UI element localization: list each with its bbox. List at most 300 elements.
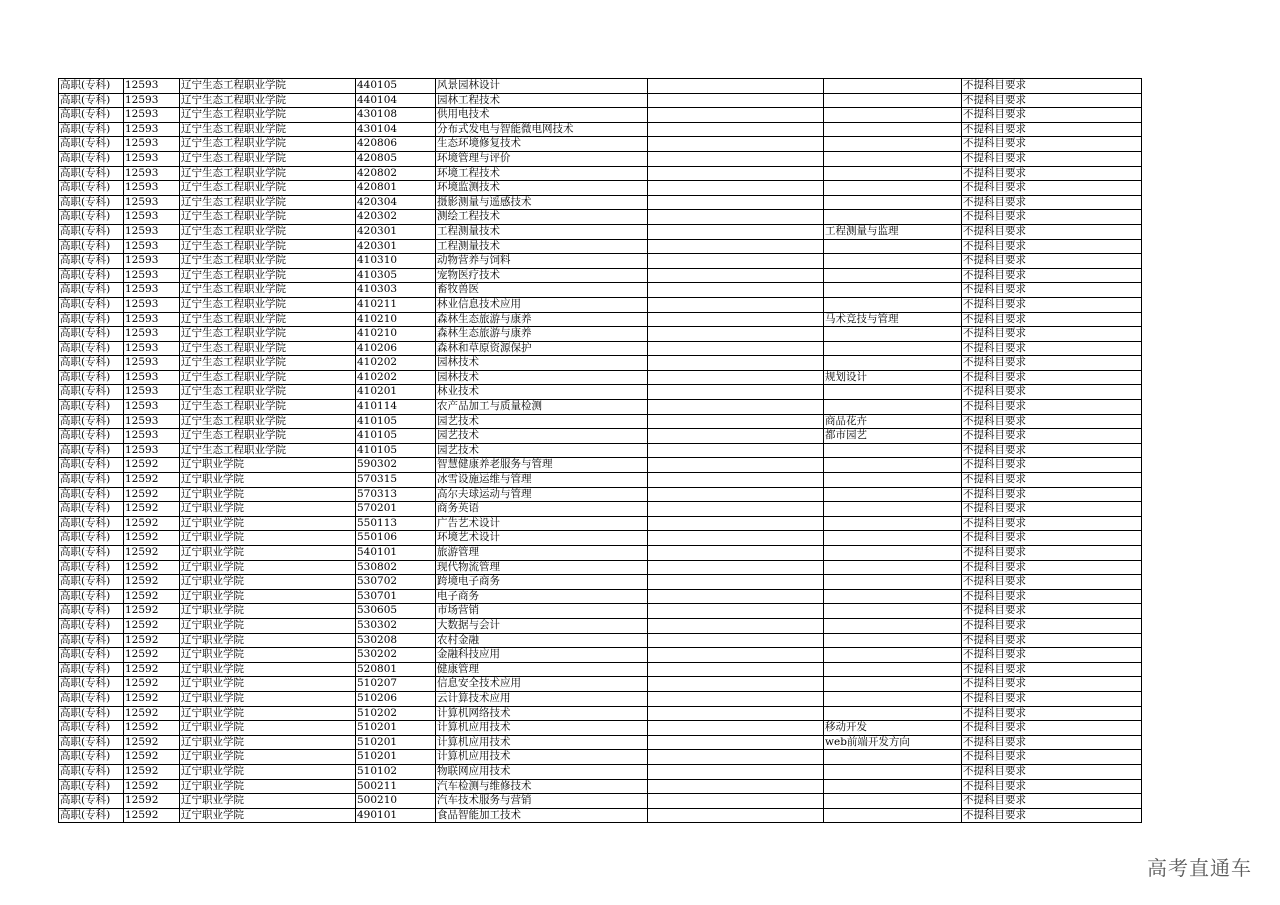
school-name-cell: 辽宁生态工程职业学院 <box>180 166 356 181</box>
level-cell: 高职(专科) <box>59 735 124 750</box>
direction-cell <box>824 210 962 225</box>
major-name-cell: 农产品加工与质量检测 <box>436 400 648 415</box>
major-code-cell: 510102 <box>356 764 436 779</box>
subject-requirement-cell: 不提科目要求 <box>962 356 1142 371</box>
major-code-cell: 410210 <box>356 312 436 327</box>
level-cell: 高职(专科) <box>59 166 124 181</box>
direction-cell <box>824 473 962 488</box>
level-cell: 高职(专科) <box>59 370 124 385</box>
major-code-cell: 430108 <box>356 108 436 123</box>
school-code-cell: 12593 <box>124 341 180 356</box>
school-code-cell: 12593 <box>124 122 180 137</box>
table-row <box>59 239 1142 254</box>
level-cell: 高职(专科) <box>59 706 124 721</box>
direction-cell <box>824 356 962 371</box>
direction-cell <box>824 706 962 721</box>
school-name-cell: 辽宁生态工程职业学院 <box>180 93 356 108</box>
subject-requirement-cell: 不提科目要求 <box>962 531 1142 546</box>
level-cell: 高职(专科) <box>59 502 124 517</box>
note-cell <box>648 589 824 604</box>
table-row <box>59 108 1142 123</box>
table-row <box>59 210 1142 225</box>
table-row <box>59 764 1142 779</box>
subject-requirement-cell: 不提科目要求 <box>962 166 1142 181</box>
major-code-cell: 570315 <box>356 473 436 488</box>
school-code-cell: 12592 <box>124 618 180 633</box>
school-name-cell: 辽宁职业学院 <box>180 531 356 546</box>
table-row <box>59 268 1142 283</box>
school-code-cell: 12593 <box>124 108 180 123</box>
level-cell: 高职(专科) <box>59 516 124 531</box>
note-cell <box>648 691 824 706</box>
direction-cell <box>824 122 962 137</box>
major-code-cell: 410201 <box>356 385 436 400</box>
school-code-cell: 12592 <box>124 604 180 619</box>
school-name-cell: 辽宁生态工程职业学院 <box>180 239 356 254</box>
direction-cell <box>824 546 962 561</box>
table-row <box>59 414 1142 429</box>
table-row <box>59 370 1142 385</box>
school-name-cell: 辽宁职业学院 <box>180 516 356 531</box>
major-name-cell: 食品智能加工技术 <box>436 808 648 823</box>
school-name-cell: 辽宁职业学院 <box>180 764 356 779</box>
level-cell: 高职(专科) <box>59 195 124 210</box>
direction-cell <box>824 677 962 692</box>
school-code-cell: 12593 <box>124 224 180 239</box>
major-code-cell: 550106 <box>356 531 436 546</box>
note-cell <box>648 794 824 809</box>
major-name-cell: 云计算技术应用 <box>436 691 648 706</box>
major-name-cell: 计算机网络技术 <box>436 706 648 721</box>
subject-requirement-cell: 不提科目要求 <box>962 677 1142 692</box>
direction-cell <box>824 297 962 312</box>
major-code-cell: 510201 <box>356 750 436 765</box>
table-row <box>59 721 1142 736</box>
note-cell <box>648 400 824 415</box>
school-code-cell: 12593 <box>124 327 180 342</box>
major-code-cell: 420806 <box>356 137 436 152</box>
major-code-cell: 530202 <box>356 648 436 663</box>
school-name-cell: 辽宁职业学院 <box>180 779 356 794</box>
level-cell: 高职(专科) <box>59 79 124 94</box>
school-code-cell: 12593 <box>124 195 180 210</box>
school-code-cell: 12593 <box>124 443 180 458</box>
school-name-cell: 辽宁职业学院 <box>180 487 356 502</box>
major-name-cell: 计算机应用技术 <box>436 721 648 736</box>
direction-cell <box>824 181 962 196</box>
table-row <box>59 254 1142 269</box>
school-name-cell: 辽宁生态工程职业学院 <box>180 312 356 327</box>
level-cell: 高职(专科) <box>59 210 124 225</box>
direction-cell <box>824 400 962 415</box>
note-cell <box>648 546 824 561</box>
table-row <box>59 502 1142 517</box>
direction-cell <box>824 633 962 648</box>
major-name-cell: 分布式发电与智能微电网技术 <box>436 122 648 137</box>
direction-cell: 马术竞技与管理 <box>824 312 962 327</box>
subject-requirement-cell: 不提科目要求 <box>962 122 1142 137</box>
level-cell: 高职(专科) <box>59 531 124 546</box>
major-name-cell: 园林技术 <box>436 370 648 385</box>
school-code-cell: 12592 <box>124 808 180 823</box>
note-cell <box>648 721 824 736</box>
note-cell <box>648 166 824 181</box>
direction-cell <box>824 779 962 794</box>
major-code-cell: 500210 <box>356 794 436 809</box>
direction-cell <box>824 254 962 269</box>
level-cell: 高职(专科) <box>59 400 124 415</box>
subject-requirement-cell: 不提科目要求 <box>962 312 1142 327</box>
table-row <box>59 195 1142 210</box>
major-code-cell: 420802 <box>356 166 436 181</box>
school-name-cell: 辽宁职业学院 <box>180 589 356 604</box>
subject-requirement-cell: 不提科目要求 <box>962 750 1142 765</box>
major-code-cell: 410202 <box>356 370 436 385</box>
note-cell <box>648 750 824 765</box>
school-name-cell: 辽宁生态工程职业学院 <box>180 327 356 342</box>
major-code-cell: 410114 <box>356 400 436 415</box>
note-cell <box>648 224 824 239</box>
major-name-cell: 摄影测量与遥感技术 <box>436 195 648 210</box>
major-name-cell: 汽车检测与维修技术 <box>436 779 648 794</box>
school-code-cell: 12593 <box>124 312 180 327</box>
school-name-cell: 辽宁职业学院 <box>180 691 356 706</box>
subject-requirement-cell: 不提科目要求 <box>962 385 1142 400</box>
note-cell <box>648 502 824 517</box>
level-cell: 高职(专科) <box>59 473 124 488</box>
major-code-cell: 530802 <box>356 560 436 575</box>
major-name-cell: 动物营养与饲料 <box>436 254 648 269</box>
major-code-cell: 410105 <box>356 429 436 444</box>
level-cell: 高职(专科) <box>59 341 124 356</box>
subject-requirement-cell: 不提科目要求 <box>962 429 1142 444</box>
level-cell: 高职(专科) <box>59 108 124 123</box>
level-cell: 高职(专科) <box>59 297 124 312</box>
school-code-cell: 12593 <box>124 414 180 429</box>
school-name-cell: 辽宁生态工程职业学院 <box>180 414 356 429</box>
major-code-cell: 410105 <box>356 443 436 458</box>
subject-requirement-cell: 不提科目要求 <box>962 560 1142 575</box>
subject-requirement-cell: 不提科目要求 <box>962 794 1142 809</box>
table-row <box>59 312 1142 327</box>
subject-requirement-cell: 不提科目要求 <box>962 502 1142 517</box>
direction-cell <box>824 808 962 823</box>
note-cell <box>648 137 824 152</box>
subject-requirement-cell: 不提科目要求 <box>962 195 1142 210</box>
note-cell <box>648 341 824 356</box>
school-name-cell: 辽宁职业学院 <box>180 546 356 561</box>
direction-cell <box>824 589 962 604</box>
major-name-cell: 市场营销 <box>436 604 648 619</box>
table-row <box>59 531 1142 546</box>
major-code-cell: 420302 <box>356 210 436 225</box>
school-code-cell: 12592 <box>124 575 180 590</box>
school-code-cell: 12593 <box>124 400 180 415</box>
major-name-cell: 测绘工程技术 <box>436 210 648 225</box>
school-code-cell: 12592 <box>124 677 180 692</box>
school-name-cell: 辽宁生态工程职业学院 <box>180 283 356 298</box>
direction-cell <box>824 531 962 546</box>
note-cell <box>648 575 824 590</box>
school-name-cell: 辽宁职业学院 <box>180 648 356 663</box>
major-code-cell: 520801 <box>356 662 436 677</box>
subject-requirement-cell: 不提科目要求 <box>962 283 1142 298</box>
school-name-cell: 辽宁职业学院 <box>180 458 356 473</box>
school-code-cell: 12592 <box>124 648 180 663</box>
table-row <box>59 648 1142 663</box>
table-row <box>59 79 1142 94</box>
level-cell: 高职(专科) <box>59 429 124 444</box>
table-row <box>59 327 1142 342</box>
level-cell: 高职(专科) <box>59 546 124 561</box>
direction-cell <box>824 268 962 283</box>
watermark-logo: 高考直通车 <box>1147 856 1252 880</box>
note-cell <box>648 254 824 269</box>
school-code-cell: 12592 <box>124 516 180 531</box>
school-name-cell: 辽宁生态工程职业学院 <box>180 443 356 458</box>
major-code-cell: 500211 <box>356 779 436 794</box>
subject-requirement-cell: 不提科目要求 <box>962 764 1142 779</box>
direction-cell <box>824 560 962 575</box>
table-row <box>59 385 1142 400</box>
major-name-cell: 旅游管理 <box>436 546 648 561</box>
table-row <box>59 516 1142 531</box>
school-name-cell: 辽宁生态工程职业学院 <box>180 429 356 444</box>
note-cell <box>648 764 824 779</box>
subject-requirement-cell: 不提科目要求 <box>962 735 1142 750</box>
table-row <box>59 735 1142 750</box>
school-name-cell: 辽宁职业学院 <box>180 794 356 809</box>
note-cell <box>648 458 824 473</box>
direction-cell <box>824 385 962 400</box>
subject-requirement-cell: 不提科目要求 <box>962 721 1142 736</box>
school-code-cell: 12592 <box>124 721 180 736</box>
major-name-cell: 金融科技应用 <box>436 648 648 663</box>
major-code-cell: 410105 <box>356 414 436 429</box>
note-cell <box>648 370 824 385</box>
note-cell <box>648 662 824 677</box>
table-row <box>59 808 1142 823</box>
subject-requirement-cell: 不提科目要求 <box>962 79 1142 94</box>
note-cell <box>648 181 824 196</box>
subject-requirement-cell: 不提科目要求 <box>962 181 1142 196</box>
table-row <box>59 473 1142 488</box>
note-cell <box>648 735 824 750</box>
major-name-cell: 电子商务 <box>436 589 648 604</box>
note-cell <box>648 414 824 429</box>
major-code-cell: 510207 <box>356 677 436 692</box>
major-name-cell: 工程测量技术 <box>436 239 648 254</box>
major-code-cell: 410303 <box>356 283 436 298</box>
note-cell <box>648 195 824 210</box>
major-name-cell: 工程测量技术 <box>436 224 648 239</box>
subject-requirement-cell: 不提科目要求 <box>962 589 1142 604</box>
school-code-cell: 12593 <box>124 137 180 152</box>
direction-cell: 规划设计 <box>824 370 962 385</box>
direction-cell <box>824 195 962 210</box>
school-name-cell: 辽宁生态工程职业学院 <box>180 224 356 239</box>
major-name-cell: 商务英语 <box>436 502 648 517</box>
major-code-cell: 410202 <box>356 356 436 371</box>
note-cell <box>648 79 824 94</box>
direction-cell <box>824 516 962 531</box>
level-cell: 高职(专科) <box>59 181 124 196</box>
note-cell <box>648 618 824 633</box>
note-cell <box>648 283 824 298</box>
subject-requirement-cell: 不提科目要求 <box>962 93 1142 108</box>
note-cell <box>648 487 824 502</box>
major-code-cell: 420301 <box>356 224 436 239</box>
major-name-cell: 森林生态旅游与康养 <box>436 312 648 327</box>
direction-cell <box>824 575 962 590</box>
subject-requirement-cell: 不提科目要求 <box>962 575 1142 590</box>
direction-cell: 商品花卉 <box>824 414 962 429</box>
school-code-cell: 12592 <box>124 502 180 517</box>
school-name-cell: 辽宁职业学院 <box>180 662 356 677</box>
table-row <box>59 691 1142 706</box>
subject-requirement-cell: 不提科目要求 <box>962 341 1142 356</box>
school-code-cell: 12593 <box>124 239 180 254</box>
major-code-cell: 530702 <box>356 575 436 590</box>
subject-requirement-cell: 不提科目要求 <box>962 254 1142 269</box>
school-code-cell: 12592 <box>124 764 180 779</box>
level-cell: 高职(专科) <box>59 254 124 269</box>
subject-requirement-cell: 不提科目要求 <box>962 691 1142 706</box>
subject-requirement-cell: 不提科目要求 <box>962 224 1142 239</box>
direction-cell: 都市园艺 <box>824 429 962 444</box>
level-cell: 高职(专科) <box>59 312 124 327</box>
table-row <box>59 794 1142 809</box>
direction-cell <box>824 764 962 779</box>
note-cell <box>648 122 824 137</box>
school-code-cell: 12593 <box>124 283 180 298</box>
note-cell <box>648 560 824 575</box>
note-cell <box>648 385 824 400</box>
major-code-cell: 570313 <box>356 487 436 502</box>
note-cell <box>648 677 824 692</box>
school-name-cell: 辽宁职业学院 <box>180 633 356 648</box>
subject-requirement-cell: 不提科目要求 <box>962 706 1142 721</box>
direction-cell <box>824 151 962 166</box>
school-name-cell: 辽宁生态工程职业学院 <box>180 356 356 371</box>
major-code-cell: 440104 <box>356 93 436 108</box>
major-name-cell: 供用电技术 <box>436 108 648 123</box>
subject-requirement-cell: 不提科目要求 <box>962 268 1142 283</box>
note-cell <box>648 429 824 444</box>
level-cell: 高职(专科) <box>59 691 124 706</box>
school-code-cell: 12592 <box>124 473 180 488</box>
note-cell <box>648 108 824 123</box>
note-cell <box>648 93 824 108</box>
note-cell <box>648 808 824 823</box>
major-name-cell: 环境监测技术 <box>436 181 648 196</box>
major-name-cell: 森林生态旅游与康养 <box>436 327 648 342</box>
school-code-cell: 12593 <box>124 356 180 371</box>
school-code-cell: 12592 <box>124 531 180 546</box>
level-cell: 高职(专科) <box>59 721 124 736</box>
school-code-cell: 12592 <box>124 750 180 765</box>
table-row <box>59 151 1142 166</box>
major-name-cell: 宠物医疗技术 <box>436 268 648 283</box>
level-cell: 高职(专科) <box>59 662 124 677</box>
level-cell: 高职(专科) <box>59 750 124 765</box>
major-name-cell: 园艺技术 <box>436 414 648 429</box>
note-cell <box>648 210 824 225</box>
table-row <box>59 589 1142 604</box>
table-row <box>59 706 1142 721</box>
note-cell <box>648 706 824 721</box>
level-cell: 高职(专科) <box>59 604 124 619</box>
direction-cell <box>824 604 962 619</box>
direction-cell: 移动开发 <box>824 721 962 736</box>
subject-requirement-cell: 不提科目要求 <box>962 546 1142 561</box>
level-cell: 高职(专科) <box>59 618 124 633</box>
school-code-cell: 12592 <box>124 794 180 809</box>
school-code-cell: 12593 <box>124 181 180 196</box>
direction-cell <box>824 750 962 765</box>
major-code-cell: 420805 <box>356 151 436 166</box>
level-cell: 高职(专科) <box>59 648 124 663</box>
school-code-cell: 12592 <box>124 546 180 561</box>
note-cell <box>648 516 824 531</box>
major-code-cell: 550113 <box>356 516 436 531</box>
level-cell: 高职(专科) <box>59 151 124 166</box>
major-code-cell: 410206 <box>356 341 436 356</box>
table-row <box>59 487 1142 502</box>
note-cell <box>648 604 824 619</box>
major-name-cell: 计算机应用技术 <box>436 750 648 765</box>
subject-requirement-cell: 不提科目要求 <box>962 473 1142 488</box>
direction-cell <box>824 137 962 152</box>
major-name-cell: 智慧健康养老服务与管理 <box>436 458 648 473</box>
major-name-cell: 畜牧兽医 <box>436 283 648 298</box>
table-row <box>59 575 1142 590</box>
level-cell: 高职(专科) <box>59 443 124 458</box>
major-code-cell: 410211 <box>356 297 436 312</box>
level-cell: 高职(专科) <box>59 122 124 137</box>
table-row <box>59 122 1142 137</box>
admission-table <box>58 78 1142 823</box>
major-code-cell: 440105 <box>356 79 436 94</box>
major-code-cell: 510202 <box>356 706 436 721</box>
subject-requirement-cell: 不提科目要求 <box>962 370 1142 385</box>
direction-cell <box>824 108 962 123</box>
major-code-cell: 420304 <box>356 195 436 210</box>
table-row <box>59 400 1142 415</box>
school-code-cell: 12593 <box>124 370 180 385</box>
table-row <box>59 604 1142 619</box>
major-name-cell: 信息安全技术应用 <box>436 677 648 692</box>
subject-requirement-cell: 不提科目要求 <box>962 662 1142 677</box>
school-name-cell: 辽宁生态工程职业学院 <box>180 370 356 385</box>
school-code-cell: 12593 <box>124 268 180 283</box>
note-cell <box>648 633 824 648</box>
level-cell: 高职(专科) <box>59 356 124 371</box>
school-name-cell: 辽宁生态工程职业学院 <box>180 210 356 225</box>
school-name-cell: 辽宁职业学院 <box>180 721 356 736</box>
direction-cell <box>824 443 962 458</box>
note-cell <box>648 239 824 254</box>
major-code-cell: 420801 <box>356 181 436 196</box>
school-code-cell: 12592 <box>124 662 180 677</box>
table-row <box>59 224 1142 239</box>
direction-cell <box>824 662 962 677</box>
level-cell: 高职(专科) <box>59 327 124 342</box>
major-code-cell: 570201 <box>356 502 436 517</box>
school-name-cell: 辽宁生态工程职业学院 <box>180 181 356 196</box>
level-cell: 高职(专科) <box>59 560 124 575</box>
school-code-cell: 12592 <box>124 633 180 648</box>
